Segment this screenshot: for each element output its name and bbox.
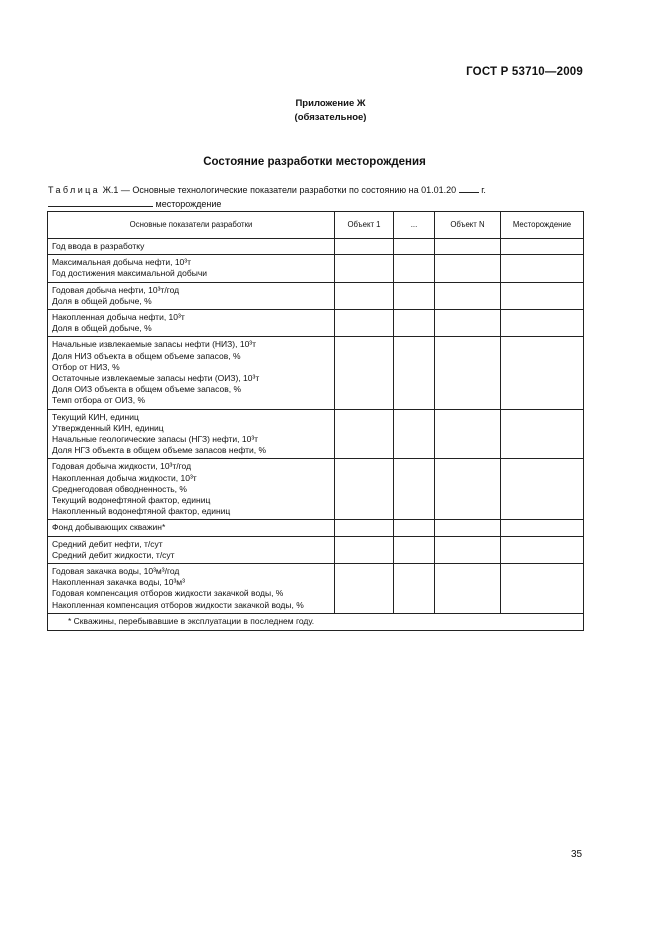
indicator-text: Годовая закачка воды, 10³м³/год [52, 566, 180, 577]
standard-code: ГОСТ Р 53710—2009 [466, 66, 583, 78]
value-cell [394, 239, 435, 255]
value-cell [501, 564, 584, 614]
table-row [48, 239, 584, 255]
value-cell [335, 459, 394, 520]
value-cell [394, 536, 435, 563]
value-cell [501, 409, 584, 459]
value-cell [435, 520, 501, 536]
appendix-status: (обязательное) [294, 112, 367, 123]
indicator-text: Средний дебит жидкости, т/сут [52, 549, 175, 560]
value-cell [394, 310, 435, 337]
caption-number: Ж.1 — Основные технологические показатели разработки по состоянию на 01.01.20 [102, 185, 457, 195]
indicator-text: Накопленная компенсация отборов жидкости закачкой воды, % [52, 599, 304, 610]
value-cell [501, 239, 584, 255]
column-header: Месторождение [501, 212, 584, 239]
value-cell [335, 310, 394, 337]
indicator-text: Год достижения максимальной добычи [52, 268, 208, 279]
indicator-text: Темп отбора от ОИЗ, % [52, 395, 146, 406]
value-cell [335, 282, 394, 309]
value-cell [435, 409, 501, 459]
value-cell [435, 536, 501, 563]
indicator-text: Остаточные извлекаемые запасы нефти (ОИЗ), 10³т [52, 373, 260, 384]
caption-field: месторождение [155, 199, 222, 209]
column-header: Основные показатели разработки [48, 212, 335, 239]
indicator-text: Накопленная добыча жидкости, 10³т [52, 472, 197, 483]
value-cell [435, 239, 501, 255]
table-row [48, 310, 584, 337]
indicator-text: Годовая компенсация отборов жидкости закачкой воды, % [52, 588, 284, 599]
value-cell [394, 409, 435, 459]
section-title: Состояние разработки месторождения [203, 156, 426, 168]
table-row [48, 282, 584, 309]
indicator-text: Начальные геологические запасы (НГЗ) нефти, 10³т [52, 434, 259, 445]
value-cell [435, 255, 501, 282]
indicator-cell [48, 409, 335, 459]
value-cell [435, 337, 501, 409]
indicator-text: Годовая добыча жидкости, 10³т/год [52, 461, 192, 472]
value-cell [435, 564, 501, 614]
column-header: Объект N [435, 212, 501, 239]
value-cell [501, 310, 584, 337]
indicator-cell [48, 459, 335, 520]
indicators-table [47, 211, 584, 631]
indicator-text: Доля в общей добыче, % [52, 295, 152, 306]
value-cell [335, 255, 394, 282]
footnote-row [48, 613, 584, 630]
value-cell [394, 564, 435, 614]
value-cell [394, 337, 435, 409]
value-cell [335, 409, 394, 459]
caption-label: Таблица [48, 185, 101, 195]
indicator-cell [48, 337, 335, 409]
year-blank [459, 183, 479, 193]
column-header: ... [394, 212, 435, 239]
value-cell [394, 459, 435, 520]
indicator-text: Среднегодовая обводненность, % [52, 483, 187, 494]
indicator-text: Утвержденный КИН, единиц [52, 422, 164, 433]
field-name-blank [48, 197, 153, 207]
indicator-text: Доля в общей добыче, % [52, 323, 152, 334]
value-cell [501, 536, 584, 563]
value-cell [435, 310, 501, 337]
indicator-cell [48, 255, 335, 282]
value-cell [501, 459, 584, 520]
table-row [48, 409, 584, 459]
column-header: Объект 1 [335, 212, 394, 239]
value-cell [394, 520, 435, 536]
indicator-text: Накопленный водонефтяной фактор, единиц [52, 506, 231, 517]
indicator-text: Начальные извлекаемые запасы нефти (НИЗ), 10³т [52, 339, 257, 350]
table-row [48, 337, 584, 409]
indicator-text: Накопленная добыча нефти, 10³т [52, 312, 185, 323]
value-cell [435, 282, 501, 309]
value-cell [394, 255, 435, 282]
value-cell [435, 459, 501, 520]
indicator-text: Доля ОИЗ объекта в общем объеме запасов, % [52, 384, 242, 395]
indicator-text: Отбор от НИЗ, % [52, 361, 120, 372]
value-cell [501, 282, 584, 309]
indicator-cell [48, 282, 335, 309]
appendix-title: Приложение Ж [295, 98, 366, 109]
indicator-text: Фонд добывающих скважин* [52, 522, 166, 533]
value-cell [394, 282, 435, 309]
value-cell [335, 520, 394, 536]
table-caption [48, 183, 608, 211]
table-row [48, 459, 584, 520]
value-cell [501, 520, 584, 536]
value-cell [501, 255, 584, 282]
indicator-text: Текущий КИН, единиц [52, 411, 139, 422]
value-cell [335, 239, 394, 255]
table-row [48, 536, 584, 563]
value-cell [501, 337, 584, 409]
indicator-text: Доля НИЗ объекта в общем объеме запасов, % [52, 350, 241, 361]
table-header-row [48, 212, 584, 239]
table-row [48, 255, 584, 282]
page-number: 35 [571, 849, 583, 860]
indicator-cell [48, 239, 335, 255]
indicator-text: Максимальная добыча нефти, 10³т [52, 257, 192, 268]
indicator-cell [48, 536, 335, 563]
table-row [48, 520, 584, 536]
table-row [48, 564, 584, 614]
value-cell [335, 337, 394, 409]
table-footnote: * Скважины, перебывавшие в эксплуатации в последнем году. [48, 613, 584, 630]
indicator-cell [48, 564, 335, 614]
appendix-heading [0, 97, 661, 125]
indicator-text: Год ввода в разработку [52, 241, 145, 251]
value-cell [335, 564, 394, 614]
indicator-cell [48, 520, 335, 536]
value-cell [335, 536, 394, 563]
indicator-text: Годовая добыча нефти, 10³т/год [52, 284, 180, 295]
indicator-text: Текущий водонефтяной фактор, единиц [52, 495, 211, 506]
indicator-text: Накопленная закачка воды, 10³м³ [52, 577, 185, 588]
indicator-text: Средний дебит нефти, т/сут [52, 538, 163, 549]
caption-suffix: г. [481, 185, 486, 195]
indicator-text: Доля НГЗ объекта в общем объеме запасов нефти, % [52, 445, 267, 456]
indicator-cell [48, 310, 335, 337]
